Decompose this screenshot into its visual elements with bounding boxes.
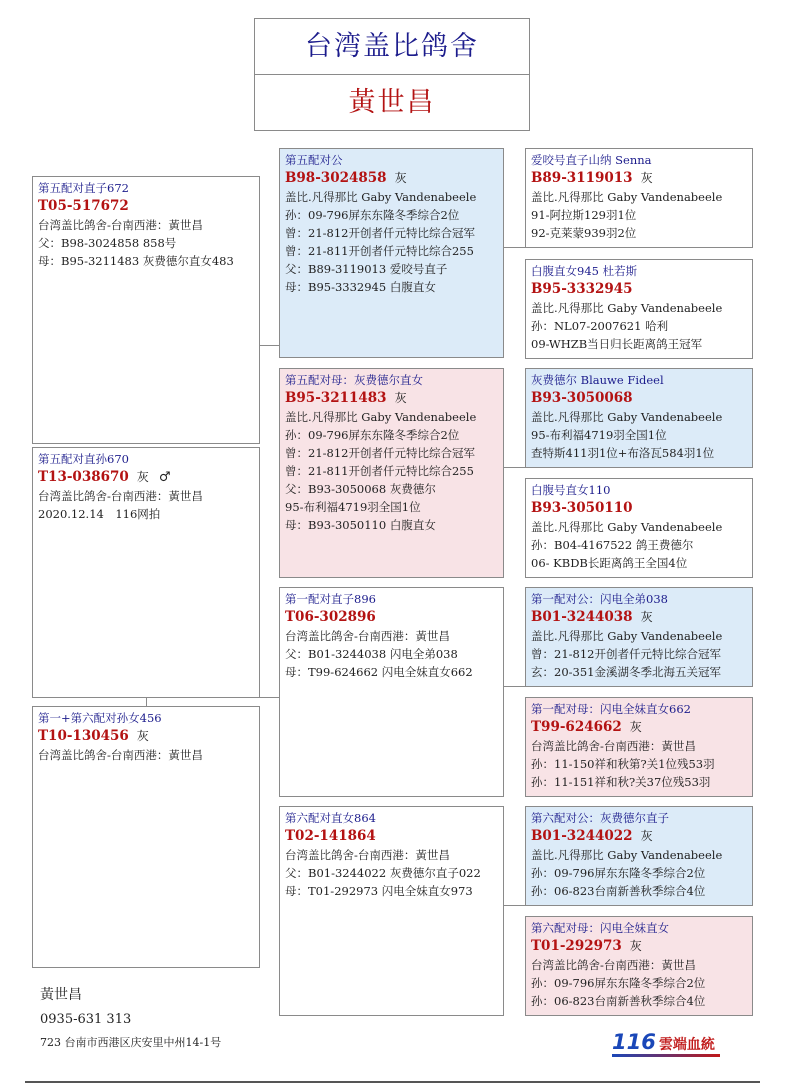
pigeon-info-line: 孙：09-796屏东东隆冬季综合2位 xyxy=(531,976,706,990)
pigeon-info-line: 曾：21-812开创者仟元特比综合冠军 xyxy=(531,647,721,661)
loft-name: 台湾盖比鸽舍 xyxy=(255,19,529,75)
pigeon-label: 灰费德尔 Blauwe Fideel xyxy=(531,373,664,387)
pigeon-label: 白腹直女945 杜若斯 xyxy=(531,264,638,278)
ring-number-row xyxy=(38,197,254,216)
pigeon-info-line: 孙：11-150祥和秋第?关1位残53羽 xyxy=(531,757,715,771)
pigeon-card-grandsire-4 xyxy=(525,806,753,906)
ring-number: T01-292973 xyxy=(531,938,622,954)
pigeon-card-dam-second xyxy=(279,806,504,1016)
color-tag: 灰 xyxy=(640,829,653,843)
ring-number-row xyxy=(285,827,498,846)
pigeon-label: 第六配对直女864 xyxy=(285,811,376,825)
pigeon-info-line: 盖比.凡得那比 Gaby Vandenabeele xyxy=(285,190,477,204)
pigeon-label: 第一配对公：闪电全弟038 xyxy=(531,592,668,606)
connector-line xyxy=(504,905,525,906)
pigeon-card-grandson xyxy=(32,447,260,698)
ring-number: B93-3050110 xyxy=(531,500,633,516)
ring-number-row xyxy=(285,169,498,188)
pigeon-info-line: 曾：21-812开创者仟元特比综合冠军 xyxy=(285,446,475,460)
pigeon-label: 爱咬号直子山纳 Senna xyxy=(531,153,652,167)
ring-number-row xyxy=(531,608,747,627)
ring-number: B01-3244022 xyxy=(531,828,633,844)
logo-number: 116 xyxy=(612,1030,656,1054)
pigeon-info-line: 盖比.凡得那比 Gaby Vandenabeele xyxy=(531,520,723,534)
pigeon-card-grandsire-2 xyxy=(525,368,753,468)
pigeon-info-line: 孙：09-796屏东东隆冬季综合2位 xyxy=(285,428,460,442)
ring-number-row xyxy=(531,499,747,518)
color-tag: 灰 xyxy=(394,391,407,405)
pigeon-info-line: 曾：21-811开创者仟元特比综合255 xyxy=(285,464,474,478)
pigeon-card-grandsire-1 xyxy=(525,148,753,248)
pigeon-info-line: 91-阿拉斯129羽1位 xyxy=(531,208,637,222)
pigeon-label: 第五配对直孙670 xyxy=(38,452,129,466)
pigeon-info-line: 母：T99-624662 闪电全妹直女662 xyxy=(285,665,473,679)
pigeon-info-line: 台湾盖比鸽舍-台南西港：黃世昌 xyxy=(285,629,450,643)
pigeon-card-grandsire-3 xyxy=(525,587,753,687)
pigeon-label: 第五配对公 xyxy=(285,153,343,167)
owner-phone: 0935-631 313 xyxy=(40,1012,132,1027)
ring-number-row xyxy=(38,468,254,487)
pigeon-info-line: 母：B93-3050110 白腹直女 xyxy=(285,518,436,532)
ring-number: B95-3211483 xyxy=(285,390,387,406)
pigeon-label: 第一配对母：闪电全妹直女662 xyxy=(531,702,691,716)
pigeon-card-granddam-3 xyxy=(525,697,753,797)
ring-number-row xyxy=(531,389,747,408)
pigeon-info-line: 盖比.凡得那比 Gaby Vandenabeele xyxy=(531,629,723,643)
pigeon-info-line: 母：B95-3332945 白腹直女 xyxy=(285,280,436,294)
male-symbol-icon: ♂ xyxy=(158,470,171,485)
ring-number: T13-038670 xyxy=(38,469,129,485)
pigeon-card-sire-second xyxy=(279,587,504,797)
pigeon-info-line: 父：B01-3244038 闪电全弟038 xyxy=(285,647,458,661)
color-tag: 灰 xyxy=(640,171,653,185)
pigeon-info-line: 孙：B04-4167522 鸽王费德尔 xyxy=(531,538,694,552)
pigeon-info-line: 09-WHZB当日归长距离鸽王冠军 xyxy=(531,337,703,351)
pigeon-card-subject xyxy=(32,176,260,444)
pigeon-card-granddaughter xyxy=(32,706,260,968)
owner-address: 723 台南市西港区庆安里中州14-1号 xyxy=(40,1036,222,1049)
pigeon-label: 第一配对直子896 xyxy=(285,592,376,606)
owner-name-title: 黃世昌 xyxy=(348,87,436,118)
pigeon-info-line: 盖比.凡得那比 Gaby Vandenabeele xyxy=(531,301,723,315)
brand-logo xyxy=(612,1030,715,1058)
pigeon-card-dam xyxy=(279,368,504,578)
ring-number-row xyxy=(531,169,747,188)
pigeon-info-line: 95-布利福4719羽全国1位 xyxy=(531,428,667,442)
logo-underline xyxy=(612,1054,720,1057)
ring-number-row xyxy=(531,937,747,956)
pigeon-info-line: 2020.12.14 116网拍 xyxy=(38,507,161,521)
pigeon-label: 第六配对公：灰费德尔直子 xyxy=(531,811,669,825)
pigeon-label: 第一+第六配对孙女456 xyxy=(38,711,162,725)
color-tag: 灰 xyxy=(136,729,149,743)
pigeon-info-line: 95-布利福4719羽全国1位 xyxy=(285,500,421,514)
pigeon-info-line: 孙：09-796屏东东隆冬季综合2位 xyxy=(285,208,460,222)
connector-line xyxy=(260,345,279,346)
ring-number: B95-3332945 xyxy=(531,281,633,297)
pigeon-label: 第六配对母：闪电全妹直女 xyxy=(531,921,669,935)
pigeon-info-line: 父：B98-3024858 858号 xyxy=(38,236,177,250)
color-tag: 灰 xyxy=(629,720,642,734)
pigeon-info-line: 父：B01-3244022 灰费德尔直子022 xyxy=(285,866,481,880)
pigeon-info-line: 台湾盖比鸽舍-台南西港：黃世昌 xyxy=(531,958,696,972)
ring-number: B93-3050068 xyxy=(531,390,633,406)
pigeon-info-line: 盖比.凡得那比 Gaby Vandenabeele xyxy=(531,190,723,204)
connector-line xyxy=(260,697,279,698)
pigeon-card-granddam-1 xyxy=(525,259,753,359)
pigeon-info-line: 06- KBDB长距离鸽王全国4位 xyxy=(531,556,688,570)
ring-number: B89-3119013 xyxy=(531,170,633,186)
owner-contact xyxy=(40,985,221,1051)
pigeon-info-line: 曾：21-812开创者仟元特比综合冠军 xyxy=(285,226,475,240)
pigeon-info-line: 台湾盖比鸽舍-台南西港：黃世昌 xyxy=(38,748,203,762)
pigeon-card-sire xyxy=(279,148,504,358)
connector-line xyxy=(504,247,525,248)
ring-number: T10-130456 xyxy=(38,728,129,744)
pigeon-info-line: 查特斯411羽1位+布洛瓦584羽1位 xyxy=(531,446,715,460)
pigeon-info-line: 92-克莱蒙939羽2位 xyxy=(531,226,637,240)
pigeon-info-line: 孙：06-823台南新善秋季综合4位 xyxy=(531,884,706,898)
pigeon-label: 第五配对母：灰费德尔直女 xyxy=(285,373,423,387)
color-tag: 灰 xyxy=(640,610,653,624)
pigeon-info-line: 父：B93-3050068 灰费德尔 xyxy=(285,482,436,496)
pigeon-info-line: 母：T01-292973 闪电全妹直女973 xyxy=(285,884,473,898)
ring-number: B98-3024858 xyxy=(285,170,387,186)
ring-number: T99-624662 xyxy=(531,719,622,735)
color-tag: 灰 xyxy=(136,470,149,484)
ring-number-row xyxy=(531,718,747,737)
pigeon-info-line: 台湾盖比鸽舍-台南西港：黃世昌 xyxy=(38,218,203,232)
pigeon-info-line: 曾：21-811开创者仟元特比综合255 xyxy=(285,244,474,258)
ring-number-row xyxy=(531,827,747,846)
pigeon-info-line: 母：B95-3211483 灰费德尔直女483 xyxy=(38,254,234,268)
logo-text: 雲端血統 xyxy=(658,1037,715,1053)
color-tag: 灰 xyxy=(394,171,407,185)
pigeon-label: 第五配对直子672 xyxy=(38,181,129,195)
owner-name: 黃世昌 xyxy=(40,987,82,1003)
ring-number-row xyxy=(285,608,498,627)
ring-number: T02-141864 xyxy=(285,828,376,844)
pigeon-info-line: 父：B89-3119013 爱咬号直子 xyxy=(285,262,448,276)
pigeon-info-line: 玄：20-351金溪湖冬季北海五关冠军 xyxy=(531,665,721,679)
bottom-divider xyxy=(25,1081,760,1083)
pigeon-info-line: 盖比.凡得那比 Gaby Vandenabeele xyxy=(531,848,723,862)
ring-number-row xyxy=(531,280,747,299)
pigeon-info-line: 台湾盖比鸽舍-台南西港：黃世昌 xyxy=(285,848,450,862)
pigeon-info-line: 盖比.凡得那比 Gaby Vandenabeele xyxy=(285,410,477,424)
pigeon-info-line: 台湾盖比鸽舍-台南西港：黃世昌 xyxy=(531,739,696,753)
connector-line xyxy=(504,686,525,687)
pigeon-info-line: 孙：09-796屏东东隆冬季综合2位 xyxy=(531,866,706,880)
ring-number-row xyxy=(38,727,254,746)
pigeon-info-line: 孙：06-823台南新善秋季综合4位 xyxy=(531,994,706,1008)
pigeon-card-granddam-4 xyxy=(525,916,753,1016)
ring-number: B01-3244038 xyxy=(531,609,633,625)
ring-number-row xyxy=(285,389,498,408)
pigeon-info-line: 盖比.凡得那比 Gaby Vandenabeele xyxy=(531,410,723,424)
pigeon-info-line: 孙：11-151祥和秋?关37位残53羽 xyxy=(531,775,711,789)
pigeon-label: 白腹号直女110 xyxy=(531,483,611,497)
color-tag: 灰 xyxy=(629,939,642,953)
pedigree-header xyxy=(254,18,530,131)
pigeon-card-granddam-2 xyxy=(525,478,753,578)
connector-line xyxy=(146,698,147,706)
ring-number: T06-302896 xyxy=(285,609,376,625)
connector-line xyxy=(504,467,525,468)
pigeon-info-line: 台湾盖比鸽舍-台南西港：黃世昌 xyxy=(38,489,203,503)
pigeon-info-line: 孙：NL07-2007621 哈利 xyxy=(531,319,669,333)
ring-number: T05-517672 xyxy=(38,198,129,214)
